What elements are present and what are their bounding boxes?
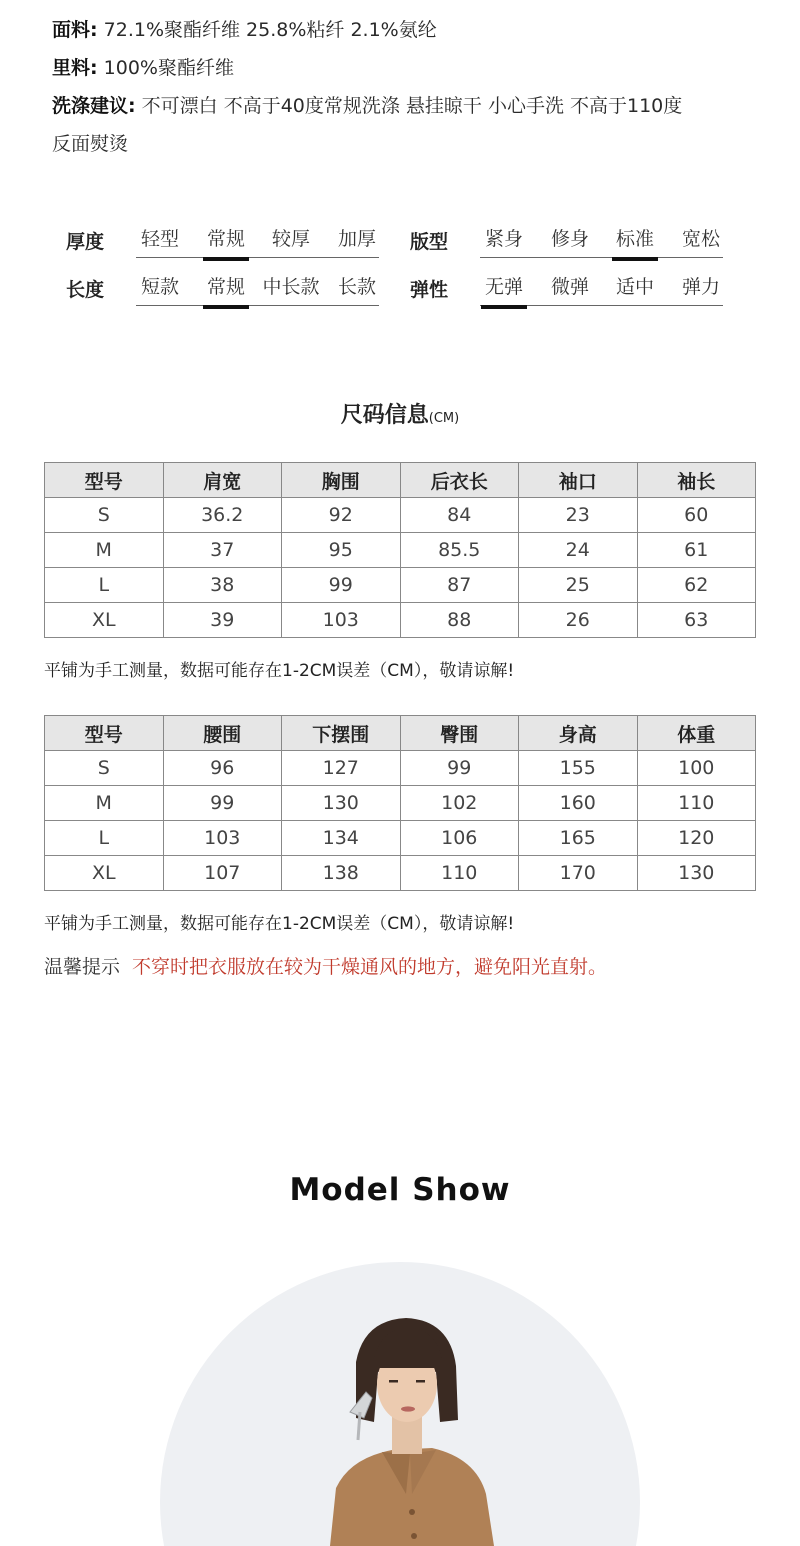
attr-title-length: 长度 xyxy=(66,279,105,301)
table-cell: 24 xyxy=(519,533,638,568)
table-cell: S xyxy=(45,751,164,786)
table-header-cell: 肩宽 xyxy=(163,463,282,498)
care-tip-label: 温馨提示 xyxy=(44,956,121,978)
table-cell: 36.2 xyxy=(163,498,282,533)
attr-options-fit xyxy=(480,224,723,258)
table-header-cell: 身高 xyxy=(519,716,638,751)
table-cell: 106 xyxy=(400,821,519,856)
wash-label: 洗涤建议: xyxy=(52,95,136,117)
table-cell: 88 xyxy=(400,603,519,638)
table-header-row xyxy=(45,463,756,498)
attr-option-fit[interactable]: 紧身 xyxy=(484,228,523,250)
table-cell: M xyxy=(45,533,164,568)
table-cell: 103 xyxy=(163,821,282,856)
table-cell: L xyxy=(45,821,164,856)
wash-value-continued: 反面熨烫 xyxy=(52,133,129,155)
size-info-heading: 尺码信息 xyxy=(340,403,429,428)
lining-value: 100%聚酯纤维 xyxy=(103,57,234,79)
attr-options-thickness xyxy=(136,224,379,258)
table-cell: 110 xyxy=(400,856,519,891)
table-cell: S xyxy=(45,498,164,533)
table-cell: 95 xyxy=(282,533,401,568)
attr-option-elasticity[interactable]: 适中 xyxy=(615,276,654,298)
table-cell: 100 xyxy=(637,751,756,786)
attr-options-length xyxy=(136,272,379,306)
attr-option-length[interactable]: 中长款 xyxy=(262,276,320,298)
table-cell: 130 xyxy=(282,786,401,821)
table-cell: 138 xyxy=(282,856,401,891)
table-row xyxy=(45,821,756,856)
care-tip-message: 不穿时把衣服放在较为干燥通风的地方，避免阳光直射。 xyxy=(132,956,608,978)
attr-option-elasticity[interactable]: 微弹 xyxy=(550,276,589,298)
table-cell: 23 xyxy=(519,498,638,533)
table-cell: 60 xyxy=(637,498,756,533)
table-cell: 84 xyxy=(400,498,519,533)
measurement-note: 平铺为手工测量，数据可能存在1-2CM误差（CM），敬请谅解! xyxy=(44,661,515,681)
table-cell: 92 xyxy=(282,498,401,533)
attr-option-elasticity[interactable]: 弹力 xyxy=(681,276,720,298)
table-cell: 102 xyxy=(400,786,519,821)
table-cell: 103 xyxy=(282,603,401,638)
attr-options-elasticity xyxy=(480,272,723,306)
table-row xyxy=(45,603,756,638)
care-tip xyxy=(44,952,607,979)
fabric-spec xyxy=(52,18,437,42)
table-row xyxy=(45,533,756,568)
attr-option-thickness[interactable]: 较厚 xyxy=(271,228,310,250)
size-info-unit: (CM) xyxy=(428,411,460,426)
table-header-cell: 臀围 xyxy=(400,716,519,751)
model-photo-frame xyxy=(160,1262,640,1546)
table-header-cell: 下摆围 xyxy=(282,716,401,751)
table-header-row xyxy=(45,716,756,751)
table-cell: 107 xyxy=(163,856,282,891)
attr-option-length[interactable]: 短款 xyxy=(140,276,179,298)
table-row xyxy=(45,751,756,786)
table-cell: XL xyxy=(45,856,164,891)
attr-option-thickness[interactable]: 轻型 xyxy=(140,228,179,250)
table-cell: 26 xyxy=(519,603,638,638)
table-cell: 61 xyxy=(637,533,756,568)
table-cell: 165 xyxy=(519,821,638,856)
table-cell: 39 xyxy=(163,603,282,638)
wash-value: 不可漂白 不高于40度常规洗涤 悬挂晾干 小心手洗 不高于110度 xyxy=(141,95,683,117)
table-header-cell: 型号 xyxy=(45,716,164,751)
table-header-cell: 腰围 xyxy=(163,716,282,751)
attr-option-fit[interactable]: 修身 xyxy=(550,228,589,250)
table-cell: 38 xyxy=(163,568,282,603)
cropped-heading xyxy=(52,0,202,6)
attr-option-length[interactable]: 常规 xyxy=(203,272,249,306)
model-show-title: Model Show xyxy=(289,1172,511,1208)
table-cell: 99 xyxy=(163,786,282,821)
table-header-cell: 胸围 xyxy=(282,463,401,498)
attr-option-thickness[interactable]: 加厚 xyxy=(337,228,376,250)
table-cell: XL xyxy=(45,603,164,638)
table-cell: 170 xyxy=(519,856,638,891)
table-header-cell: 型号 xyxy=(45,463,164,498)
table-header-cell: 后衣长 xyxy=(400,463,519,498)
table-cell: 96 xyxy=(163,751,282,786)
table-cell: 99 xyxy=(282,568,401,603)
attr-option-fit[interactable]: 标准 xyxy=(612,224,658,258)
table-cell: 87 xyxy=(400,568,519,603)
table-row xyxy=(45,498,756,533)
size-table-upper xyxy=(44,462,756,638)
attr-title-fit: 版型 xyxy=(410,231,449,253)
table-cell: 25 xyxy=(519,568,638,603)
table-cell: 110 xyxy=(637,786,756,821)
table-cell: 62 xyxy=(637,568,756,603)
fabric-value: 72.1%聚酯纤维 25.8%粘纤 2.1%氨纶 xyxy=(103,19,437,41)
table-header-cell: 体重 xyxy=(637,716,756,751)
table-header-cell: 袖口 xyxy=(519,463,638,498)
table-cell: 85.5 xyxy=(400,533,519,568)
table-cell: 63 xyxy=(637,603,756,638)
table-cell: 120 xyxy=(637,821,756,856)
attr-title-elasticity: 弹性 xyxy=(410,279,449,301)
wash-spec xyxy=(52,94,682,118)
size-info-title xyxy=(0,398,800,429)
table-cell: 130 xyxy=(637,856,756,891)
table-row xyxy=(45,856,756,891)
attr-option-thickness[interactable]: 常规 xyxy=(203,224,249,258)
table-cell: 37 xyxy=(163,533,282,568)
table-cell: 127 xyxy=(282,751,401,786)
lining-label: 里料: xyxy=(52,57,98,79)
table-cell: 160 xyxy=(519,786,638,821)
attr-title-thickness: 厚度 xyxy=(66,231,105,253)
table-cell: L xyxy=(45,568,164,603)
attr-option-length[interactable]: 长款 xyxy=(337,276,376,298)
measurement-note: 平铺为手工测量，数据可能存在1-2CM误差（CM），敬请谅解! xyxy=(44,914,515,934)
lining-spec xyxy=(52,56,234,80)
table-cell: 155 xyxy=(519,751,638,786)
table-cell: 99 xyxy=(400,751,519,786)
fabric-label: 面料: xyxy=(52,19,98,41)
attr-option-fit[interactable]: 宽松 xyxy=(681,228,720,250)
size-table-lower xyxy=(44,715,756,891)
table-cell: M xyxy=(45,786,164,821)
table-row xyxy=(45,786,756,821)
model-photo xyxy=(160,1262,640,1546)
attr-option-elasticity[interactable]: 无弹 xyxy=(481,272,527,306)
table-header-cell: 袖长 xyxy=(637,463,756,498)
table-cell: 134 xyxy=(282,821,401,856)
table-row xyxy=(45,568,756,603)
